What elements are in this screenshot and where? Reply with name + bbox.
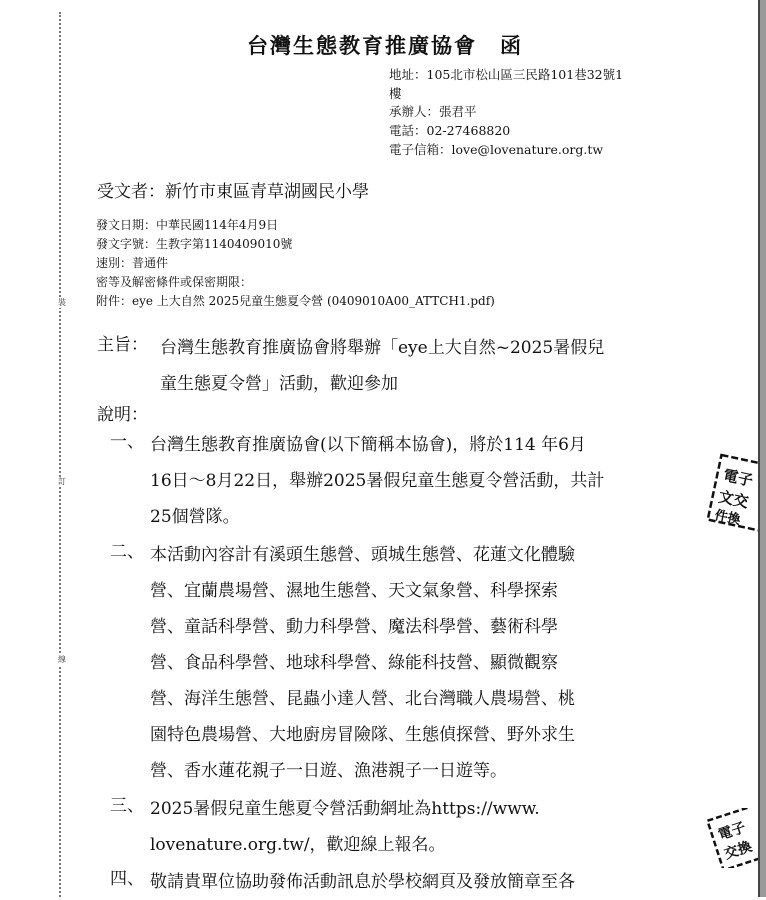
electronic-exchange-stamp-bottom-icon	[706, 808, 758, 868]
item-line: 營、食品科學營、地球科學營、綠能科技營、顯微觀察	[150, 653, 558, 673]
margin-mark-ding: 訂	[58, 477, 66, 486]
svg-text:電子: 電子	[721, 466, 755, 490]
svg-text:件換: 件換	[713, 508, 742, 529]
svg-text:文交: 文交	[716, 487, 751, 512]
item-number-2: 二、	[110, 542, 144, 562]
subject-line-1: 台灣生態教育推廣協會將舉辦「eye上大自然~2025暑假兒	[160, 338, 605, 358]
item-line: 營、宜蘭農場營、濕地生態營、天文氣象營、科學探索	[150, 581, 558, 601]
email: 電子信箱：love@lovenature.org.tw	[389, 141, 604, 157]
handler: 承辦人：張君平	[389, 104, 477, 120]
item-number-3: 三、	[110, 796, 144, 816]
margin-mark-zhuang: 裝	[58, 298, 66, 307]
item-line: 營、童話科學營、動力科學營、魔法科學營、藝術科學	[150, 617, 558, 637]
item-text-1	[150, 427, 670, 535]
item-number-1: 一、	[110, 432, 144, 452]
meta-block	[96, 216, 495, 311]
svg-text:交換: 交換	[722, 838, 755, 863]
item-text-3	[150, 791, 670, 863]
item-text-2	[150, 537, 670, 789]
item-line: 16日～8月22日，舉辦2025暑假兒童生態夏令營活動，共計	[150, 471, 605, 491]
speed-class: 速別：普通件	[96, 256, 169, 270]
attachment: 附件：eye 上大自然 2025兒童生態夏令營 (0409010A00_ATTCH1.pdf)	[96, 294, 495, 308]
item-line: lovenature.org.tw/，歡迎線上報名。	[150, 835, 446, 855]
document-number: 發文字號：生教字第1140409010號	[96, 237, 293, 251]
item-line: 本活動內容計有溪頭生態營、頭城生態營、花蓮文化體驗	[150, 545, 575, 565]
document-title: 台灣生態教育推廣協會 函	[247, 33, 523, 58]
viewer-background	[760, 0, 766, 897]
phone: 電話：02-27468820	[389, 123, 511, 139]
subject-label: 主旨：	[97, 335, 148, 355]
subject-line-2: 童生態夏令營」活動，歡迎參加	[160, 374, 398, 394]
explanation-label: 說明：	[97, 405, 148, 425]
confidentiality: 密等及解密條件或保密期限：	[96, 275, 253, 289]
recipient: 受文者：新竹市東區青草湖國民小學	[97, 182, 369, 202]
item-line: 營、海洋生態營、昆蟲小達人營、北台灣職人農場營、桃	[150, 689, 575, 709]
item-line: 敬請貴單位協助發佈活動訊息於學校網頁及發放簡章至各	[150, 872, 575, 892]
margin-mark-xian: 線	[58, 655, 66, 664]
electronic-exchange-stamp-icon	[706, 452, 758, 532]
subject-text	[160, 330, 680, 402]
item-text-4	[150, 864, 670, 900]
contact-block	[389, 66, 623, 160]
item-number-4: 四、	[110, 869, 144, 889]
item-line: 園特色農場營、大地廚房冒險隊、生態偵探營、野外求生	[150, 725, 575, 745]
item-line: 2025暑假兒童生態夏令營活動網址為https://www.	[150, 799, 540, 819]
address-line-1: 地址：105北市松山區三民路101巷32號1	[389, 67, 624, 82]
binding-dotted-line	[59, 12, 61, 897]
item-line: 25個營隊。	[150, 507, 240, 527]
svg-text:電子: 電子	[716, 819, 748, 844]
address-line-2: 樓	[389, 85, 402, 101]
item-line: 台灣生態教育推廣協會(以下簡稱本協會)，將於114 年6月	[150, 435, 586, 455]
item-line: 營、香水蓮花親子一日遊、漁港親子一日遊等。	[150, 761, 507, 781]
issue-date: 發文日期：中華民國114年4月9日	[96, 218, 279, 232]
